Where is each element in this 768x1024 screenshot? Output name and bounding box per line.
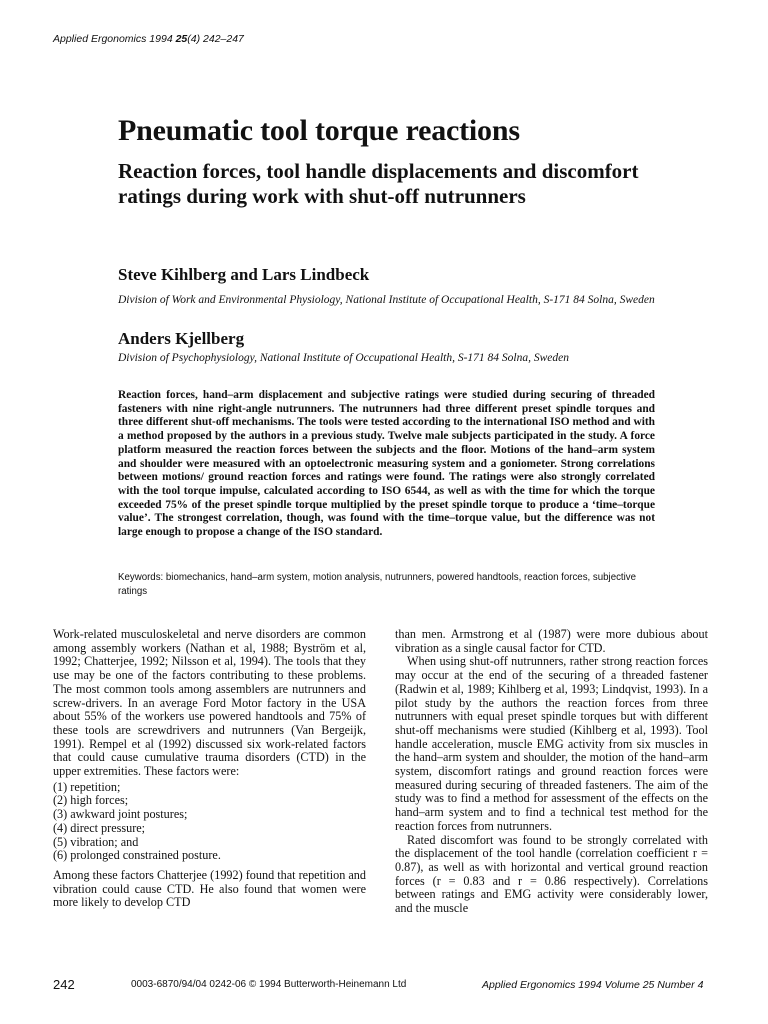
list-item: (4) direct pressure; [53, 820, 146, 835]
list-item: (6) prolonged constrained posture. [53, 848, 221, 863]
paper-subtitle: Reaction forces, tool handle displacements and discomfort ratings during work with shut-off nutrunners [118, 159, 639, 208]
running-head [53, 33, 244, 45]
left-column [53, 628, 366, 910]
list-item: (1) repetition; [53, 779, 121, 794]
factor-list [53, 781, 366, 863]
right-column [395, 628, 708, 916]
running-head-journal: Applied Ergonomics 1994 [53, 33, 176, 45]
paper-title: Pneumatic tool torque reactions [118, 114, 520, 147]
running-head-issue-pages: (4) 242–247 [187, 33, 244, 45]
author-affiliation-2: Division of Psychophysiology, National Institute of Occupational Health, S-171 84 Solna, Sweden [118, 352, 570, 364]
right-paragraph-2: When using shut-off nutrunners, rather strong reaction forces may occur at the end of the securing of a threaded fastener (Radwin et al, 1989; Kihlberg et al, 1993; Lindqvist, 1993). In a pilot study by the authors the reaction forces from three nutrunners with equal preset spindle torques but with different shut-off mechanisms were studied (Kihlberg et al, 1993). Tool handle acceleration, muscle EMG activity from six muscles in the hand–arm system and shoulder, the motion of the hand–arm system, discomfort ratings and ground reaction forces were measured during securing of threaded fasteners. The aim of the study was to find a method for assessment of the effects on the hand–arm system and to find a technical test method for the reaction forces from nutrunners. [395, 654, 708, 833]
author-affiliation-1: Division of Work and Environmental Physiology, National Institute of Occupational Health, S-171 84 Solna, Sweden [118, 294, 655, 306]
right-paragraph-3: Rated discomfort was found to be strongly correlated with the displacement of the tool handle (correlation coefficient r = 0.87), as well as with horizontal and vertical ground reaction forces (r = 0.83 and r = 0.86 respectively). Correlations between ratings and EMG activity were considerably lower, and the muscle [395, 832, 708, 916]
keywords: Keywords: biomechanics, hand–arm system, motion analysis, nutrunners, powered handtools, reaction forces, subjective ratings [118, 572, 637, 597]
list-item: (2) high forces; [53, 793, 129, 808]
running-head-volume: 25 [175, 33, 188, 45]
left-paragraph-1: Work-related musculoskeletal and nerve disorders are common among assembly workers (Nathan et al, 1988; Byström et al, 1992; Chatterjee, 1992; Nilsson et al, 1994). The tools that they use may be one of the factors contributing to these problems. The most common tools among assemblers are nutrunners and screw-drivers. In an average Ford Motor factory in the USA about 55% of the workers use powered handtools and 75% of these tools are screwdrivers and nutrunners (Van Bergeijk, 1991). Rempel et al (1992) discussed six work-related factors that could cause cumulative trauma disorders (CTD) in the upper extremities. These factors were: [53, 627, 366, 779]
list-item: (3) awkward joint postures; [53, 807, 188, 822]
author-names-1: Steve Kihlberg and Lars Lindbeck [118, 265, 370, 284]
left-paragraph-2: Among these factors Chatterjee (1992) found that repetition and vibration could cause CTD. He also found that women were more likely to develop CTD [53, 867, 366, 910]
abstract: Reaction forces, hand–arm displacement and subjective ratings were studied during securing of threaded fasteners with nine right-angle nutrunners. The nutrunners had three different preset spindle torques and three different shut-off mechanisms. The tools were tested according to the international ISO method and with a method proposed by the authors in a previous study. Twelve male subjects participated in the study. A force platform measured the reaction forces between the subjects and the floor. Motions of the hand–arm system and shoulder were measured with an optoelectronic measuring system and a goniometer. Strong correlations between motions/ ground reaction forces and ratings were found. The ratings were also strongly correlated with the tool torque impulse, calculated according to ISO 6544, as well as with the time for which the torque exceeded 75% of the preset spindle torque multiplied by the preset spindle torque to produce a ‘time–torque value’. The strongest correlation, though, was found with the time–torque value, but the difference was not large enough to propose a change of the ISO standard. [118, 389, 655, 539]
author-names-2: Anders Kjellberg [118, 329, 245, 348]
list-item: (5) vibration; and [53, 834, 139, 849]
footer-issn: 0003-6870/94/04 0242-06 © 1994 Butterworth-Heinemann Ltd [131, 979, 407, 990]
page-number: 242 [53, 977, 75, 992]
footer-journal: Applied Ergonomics 1994 Volume 25 Number 4 [482, 979, 704, 991]
right-paragraph-1: than men. Armstrong et al (1987) were more dubious about vibration as a single causal factor for CTD. [395, 627, 708, 655]
